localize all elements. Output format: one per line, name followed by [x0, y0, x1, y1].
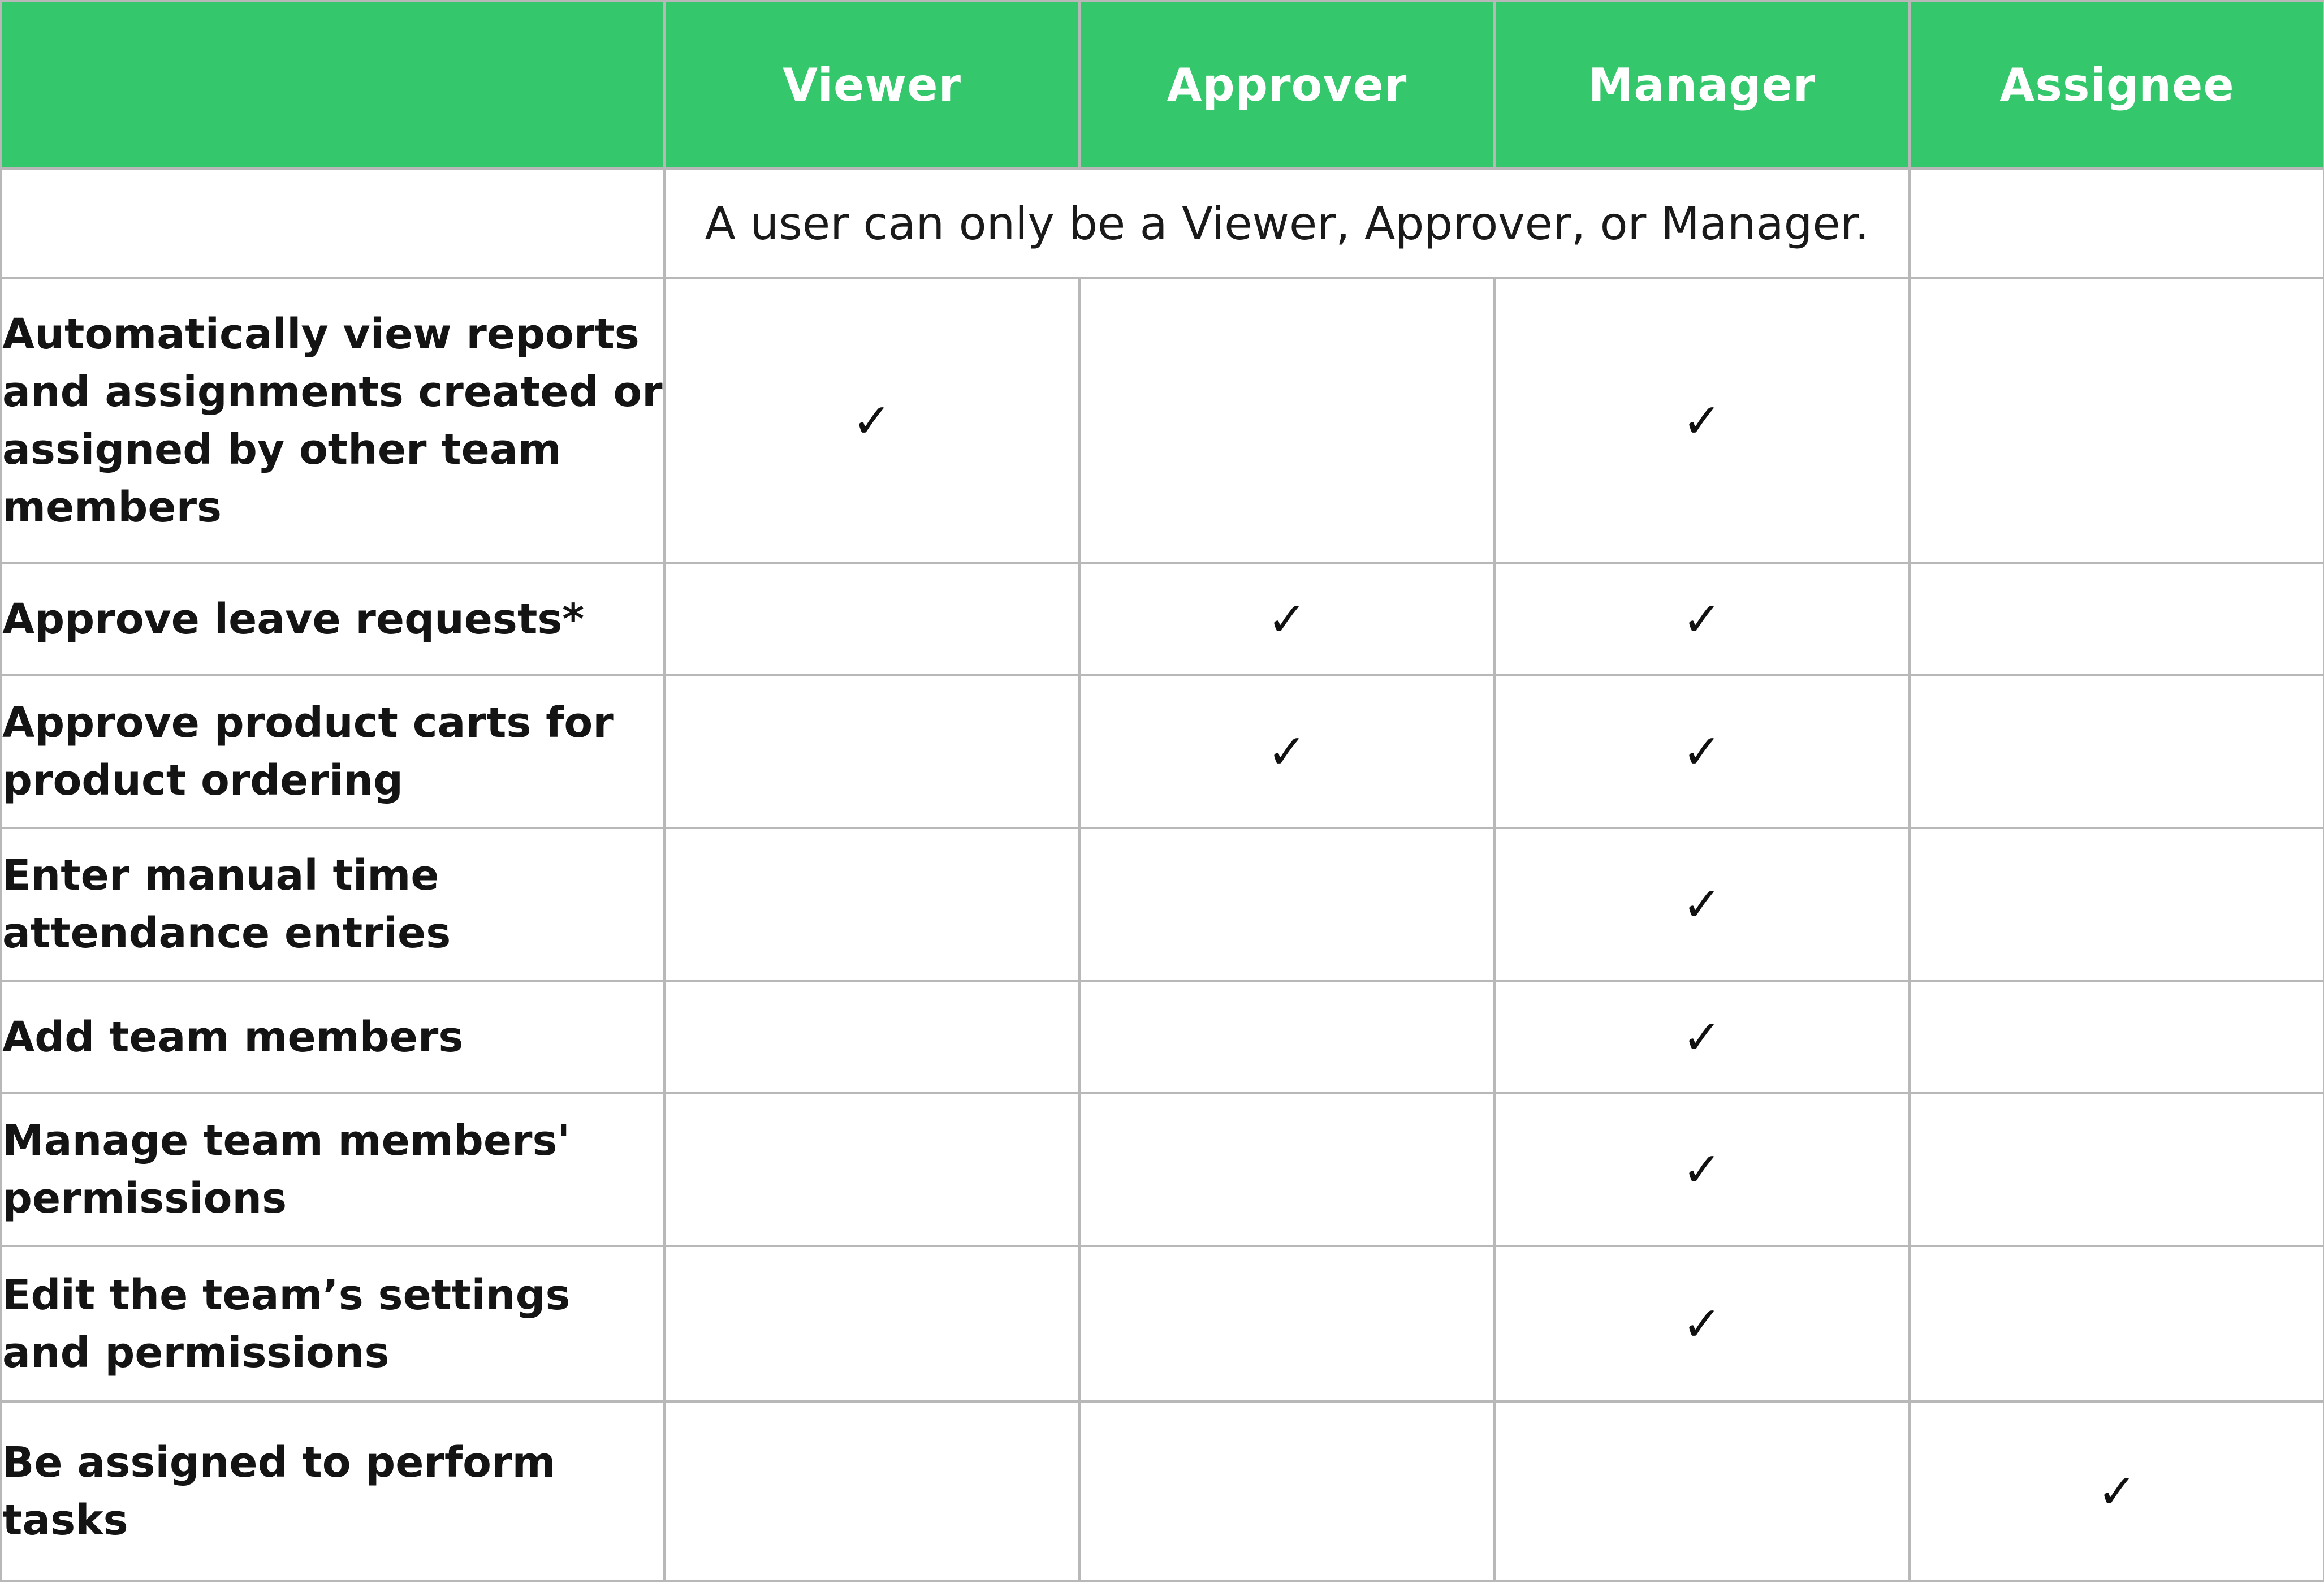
column-header-viewer: Viewer	[664, 1, 1079, 169]
approver-check-cell	[1079, 278, 1494, 563]
note-row	[1, 169, 2324, 278]
table-row	[1, 1093, 2324, 1246]
checkmark-icon: ✓	[1682, 1142, 1722, 1197]
column-header-approver: Approver	[1079, 1, 1494, 169]
note-row-empty-assignee-cell	[1910, 169, 2324, 278]
note-row-empty-label-cell	[1, 169, 664, 278]
table-row	[1, 1401, 2324, 1581]
assignee-check-cell	[1910, 1401, 2324, 1581]
permission-label: Edit the team’s settings and permissions	[1, 1246, 664, 1401]
checkmark-icon: ✓	[2097, 1463, 2137, 1519]
manager-check-cell	[1494, 1401, 1910, 1581]
table-row	[1, 1246, 2324, 1401]
approver-check-cell	[1079, 981, 1494, 1093]
checkmark-icon: ✓	[1267, 724, 1307, 779]
assignee-check-cell	[1910, 981, 2324, 1093]
permission-label: Enter manual time attendance entries	[1, 828, 664, 981]
approver-check-cell	[1079, 1093, 1494, 1246]
table-row	[1, 981, 2324, 1093]
checkmark-icon: ✓	[1682, 591, 1722, 647]
permission-label: Automatically view reports and assignments created or assigned by other team members	[1, 278, 664, 563]
viewer-check-cell	[664, 1401, 1079, 1581]
viewer-check-cell	[664, 1093, 1079, 1246]
assignee-check-cell	[1910, 563, 2324, 675]
manager-check-cell	[1494, 675, 1910, 828]
assignee-check-cell	[1910, 675, 2324, 828]
assignee-check-cell	[1910, 828, 2324, 981]
manager-check-cell	[1494, 278, 1910, 563]
header-row	[1, 1, 2324, 169]
checkmark-icon: ✓	[1682, 392, 1722, 448]
viewer-check-cell	[664, 981, 1079, 1093]
header-corner-cell	[1, 1, 664, 169]
permission-label: Approve product carts for product ordering	[1, 675, 664, 828]
viewer-check-cell	[664, 828, 1079, 981]
viewer-check-cell	[664, 675, 1079, 828]
column-header-assignee: Assignee	[1910, 1, 2324, 169]
assignee-check-cell	[1910, 1093, 2324, 1246]
approver-check-cell	[1079, 828, 1494, 981]
checkmark-icon: ✓	[1682, 1009, 1722, 1065]
manager-check-cell	[1494, 1246, 1910, 1401]
permission-label: Add team members	[1, 981, 664, 1093]
column-header-manager: Manager	[1494, 1, 1910, 169]
approver-check-cell	[1079, 1401, 1494, 1581]
viewer-check-cell	[664, 563, 1079, 675]
approver-check-cell	[1079, 1246, 1494, 1401]
checkmark-icon: ✓	[1267, 591, 1307, 647]
role-exclusivity-note: A user can only be a Viewer, Approver, or Manager.	[664, 169, 1910, 278]
viewer-check-cell	[664, 1246, 1079, 1401]
permission-label: Be assigned to perform tasks	[1, 1401, 664, 1581]
approver-check-cell	[1079, 563, 1494, 675]
manager-check-cell	[1494, 563, 1910, 675]
permission-label: Manage team members' permissions	[1, 1093, 664, 1246]
checkmark-icon: ✓	[852, 392, 892, 448]
checkmark-icon: ✓	[1682, 724, 1722, 779]
manager-check-cell	[1494, 1093, 1910, 1246]
permission-label: Approve leave requests*	[1, 563, 664, 675]
viewer-check-cell	[664, 278, 1079, 563]
table-row	[1, 828, 2324, 981]
table-row	[1, 278, 2324, 563]
manager-check-cell	[1494, 981, 1910, 1093]
assignee-check-cell	[1910, 278, 2324, 563]
manager-check-cell	[1494, 828, 1910, 981]
assignee-check-cell	[1910, 1246, 2324, 1401]
checkmark-icon: ✓	[1682, 1296, 1722, 1352]
approver-check-cell	[1079, 675, 1494, 828]
table-row	[1, 675, 2324, 828]
checkmark-icon: ✓	[1682, 877, 1722, 932]
table-row	[1, 563, 2324, 675]
